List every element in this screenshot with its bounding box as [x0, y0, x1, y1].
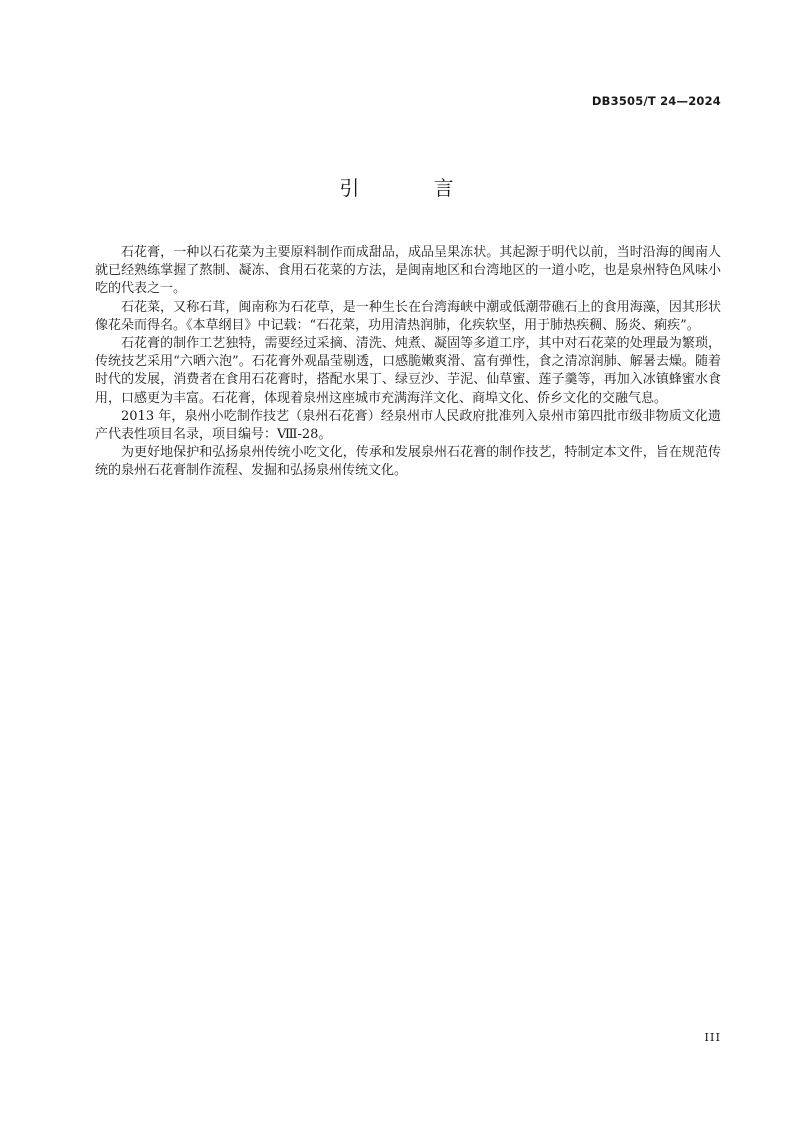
page-number: III	[704, 1030, 721, 1044]
section-title: 引 言	[339, 176, 488, 200]
paragraph-3: 石花膏的制作工艺独特，需要经过采摘、清洗、炖煮、凝固等多道工序，其中对石花菜的处理最为繁琐，传统技艺采用“六晒六泡”。石花膏外观晶莹剔透，口感脆嫩爽滑、富有弹性，食之清凉润肺、解暑去燥。随着时代的发展，消费者在食用石花膏时，搭配水果丁、绿豆沙、芋泥、仙草蜜、莲子羹等，再加入冰镇蜂蜜水食用，口感更为丰富。石花膏，体现着泉州这座城市充满海洋文化、商埠文化、侨乡文化的交融气息。	[95, 336, 721, 406]
paragraph-4: 2013 年，泉州小吃制作技艺（泉州石花膏）经泉州市人民政府批准列入泉州市第四批市级非物质文化遗产代表性项目名录，项目编号：Ⅷ-28。	[95, 408, 721, 443]
body-text	[95, 244, 721, 481]
paragraph-1: 石花膏，一种以石花菜为主要原料制作而成甜品，成品呈果冻状。其起源于明代以前，当时沿海的闽南人就已经熟练掌握了熬制、凝冻、食用石花菜的方法，是闽南地区和台湾地区的一道小吃，也是泉州特色风味小吃的代表之一。	[95, 245, 721, 297]
document-code: DB3505/T 24—2024	[591, 94, 721, 108]
paragraph-2: 石花菜，又称石茸，闽南称为石花草，是一种生长在台湾海峡中潮或低潮带礁石上的食用海藻，因其形状像花朵而得名。《本草纲目》中记载：“石花菜，功用清热润肺，化疾软坚，用于肺热疾稠、肠炎、痢疾”。	[95, 299, 721, 333]
paragraph-5: 为更好地保护和弘扬泉州传统小吃文化，传承和发展泉州石花膏的制作技艺，特制定本文件，旨在规范传统的泉州石花膏制作流程、发掘和弘扬泉州传统文化。	[95, 445, 721, 479]
